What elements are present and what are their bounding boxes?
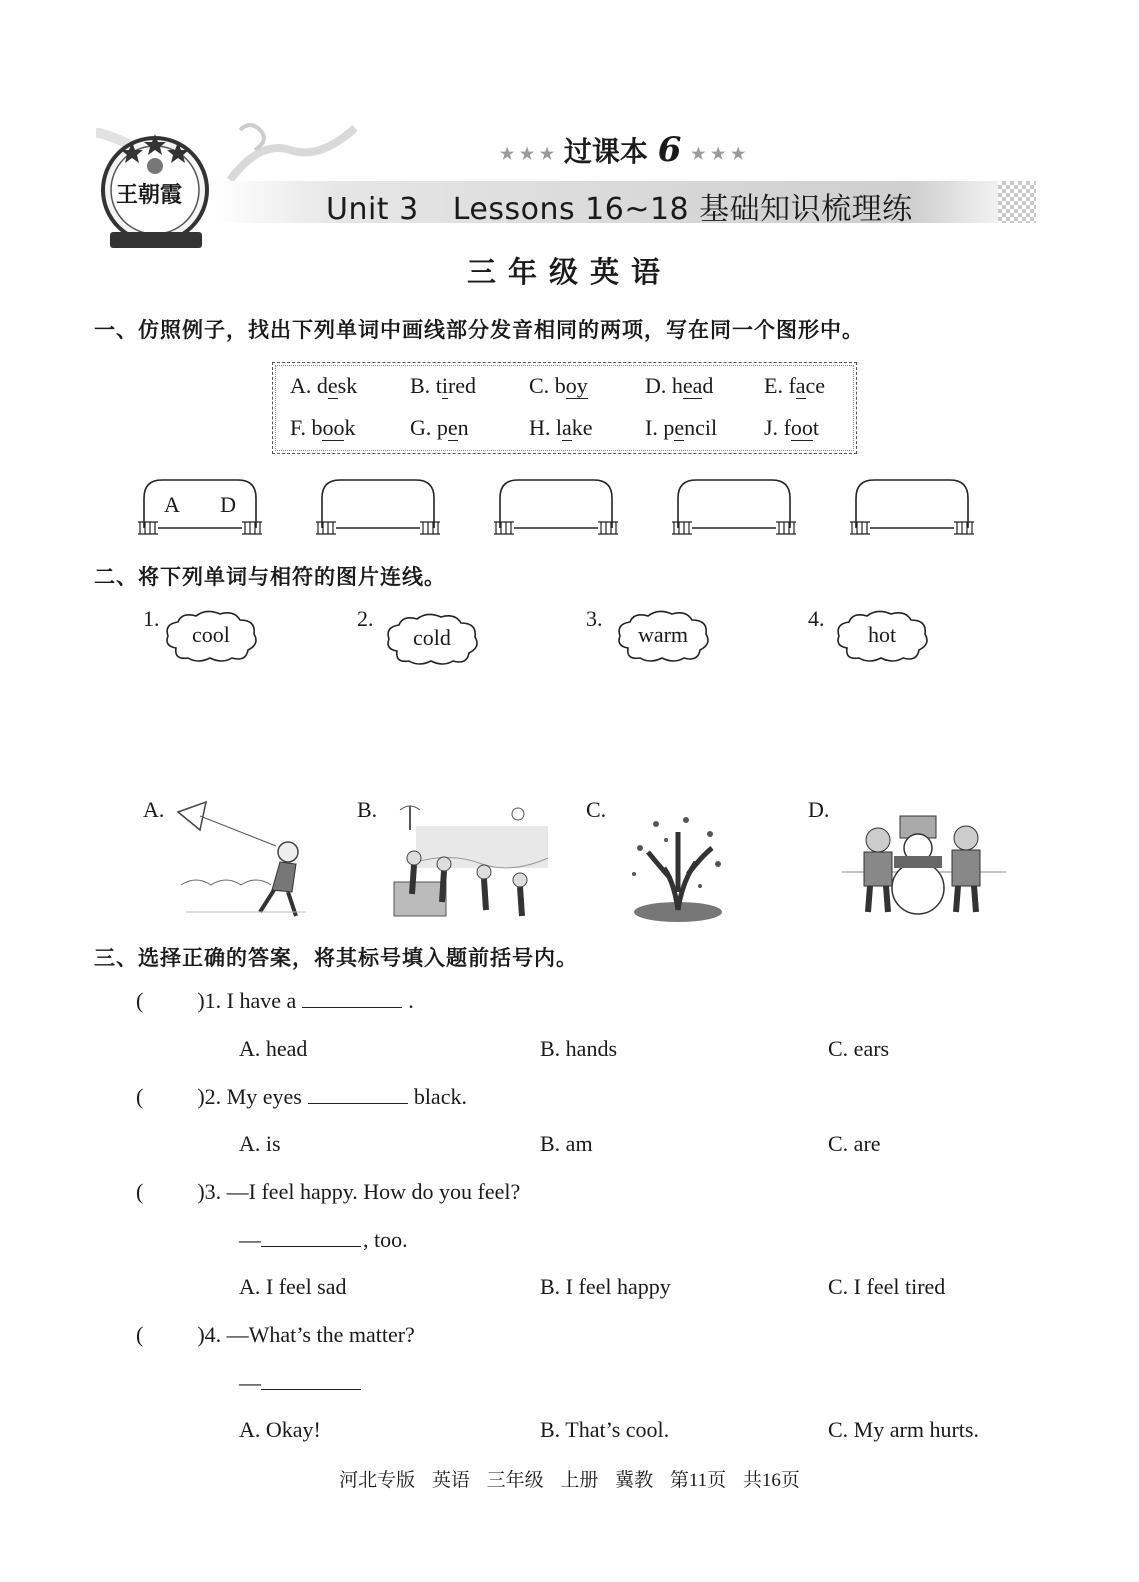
cloud-shape[interactable] xyxy=(162,608,260,664)
cloud-shape[interactable] xyxy=(833,608,931,664)
series-number: 6 xyxy=(657,130,682,170)
question-1 xyxy=(136,988,414,1014)
answer-paren-close: ) xyxy=(197,988,205,1013)
question-4 xyxy=(136,1322,415,1348)
question-2 xyxy=(136,1084,467,1110)
answer-blank xyxy=(302,989,402,1008)
star-icon: ★ ★ ★ xyxy=(500,144,555,163)
brand-logo xyxy=(96,128,214,254)
reply-dash: — xyxy=(239,1227,261,1252)
option-b: B. am xyxy=(540,1131,593,1156)
underlined-letters: oo xyxy=(322,415,345,440)
option-c: C. ears xyxy=(828,1036,890,1061)
question-number: 3. xyxy=(204,1179,222,1204)
option-c: C. are xyxy=(828,1131,881,1156)
answer-blank xyxy=(261,1371,361,1390)
answer-paren-open[interactable]: ( xyxy=(136,988,144,1013)
underlined-letters: a xyxy=(795,373,806,398)
underlined-letters: oo xyxy=(790,415,813,440)
cloud-word: warm xyxy=(637,622,689,647)
lessons-label: Lessons 16~18 基础知识梳理练 xyxy=(452,192,913,227)
kite-boy-picture xyxy=(176,800,310,920)
section3-heading: 三、选择正确的答案，将其标号填入题前括号内。 xyxy=(94,946,578,970)
children-beach-picture xyxy=(392,802,554,924)
word-option: C. boy xyxy=(529,373,588,398)
question-text: I have a xyxy=(226,988,297,1013)
answer-blank xyxy=(261,1228,361,1247)
ribbon-decoration xyxy=(220,120,360,190)
cloud-number: 2. xyxy=(357,606,374,631)
answer-paren-close: ) xyxy=(197,1084,205,1109)
reply-text: , too. xyxy=(363,1227,408,1252)
word-option: E. face xyxy=(764,373,826,398)
question-end: black. xyxy=(413,1084,467,1109)
cloud-number: 1. xyxy=(143,606,160,631)
answer-paren-open[interactable]: ( xyxy=(136,1084,144,1109)
cloud-word: hot xyxy=(867,622,897,647)
option-c: C. I feel tired xyxy=(828,1274,946,1299)
cloud-shape[interactable] xyxy=(614,608,712,664)
option-b: B. hands xyxy=(540,1036,617,1061)
answer-arch[interactable] xyxy=(494,476,618,536)
example-answer: A D xyxy=(164,492,255,517)
word-option: D. head xyxy=(645,373,714,398)
question-text: —What’s the matter? xyxy=(226,1322,415,1347)
underlined-letters: a xyxy=(562,415,572,440)
checker-decoration xyxy=(998,181,1036,223)
option-a: A. I feel sad xyxy=(239,1274,347,1299)
underlined-letters: e xyxy=(674,415,685,440)
cloud-number: 4. xyxy=(808,606,825,631)
series-label: 过课本 xyxy=(563,135,648,168)
word-option: G. pen xyxy=(410,415,469,440)
answer-arch[interactable] xyxy=(850,476,974,536)
cloud-word: cold xyxy=(413,625,451,650)
answer-arch[interactable] xyxy=(138,476,262,536)
reply-line-4 xyxy=(239,1370,363,1396)
unit-title xyxy=(326,184,913,228)
word-option: A. desk xyxy=(290,373,358,398)
page-footer: 河北专版 英语 三年级 上册 冀教 第11页 共16页 xyxy=(339,1470,800,1491)
logo-text: 王朝霞 xyxy=(116,182,183,208)
option-b: B. I feel happy xyxy=(540,1274,671,1299)
option-a: A. Okay! xyxy=(239,1417,321,1442)
picture-label-c: C. xyxy=(586,797,607,822)
question-end: . xyxy=(408,988,414,1013)
section2-heading: 二、将下列单词与相符的图片连线。 xyxy=(94,565,446,589)
picture-label-d: D. xyxy=(808,797,830,822)
autumn-tree-picture xyxy=(626,812,730,922)
underlined-letters: i xyxy=(441,373,448,398)
reply-line-3 xyxy=(239,1227,408,1253)
answer-paren-open[interactable]: ( xyxy=(136,1179,144,1204)
question-text: My eyes xyxy=(226,1084,302,1109)
section1-heading: 一、仿照例子，找出下列单词中画线部分发音相同的两项，写在同一个图形中。 xyxy=(94,318,864,342)
question-text: —I feel happy. How do you feel? xyxy=(226,1179,521,1204)
underlined-letters: e xyxy=(327,373,338,398)
unit-label: Unit 3 xyxy=(326,192,419,227)
reply-dash: — xyxy=(239,1370,261,1395)
page-title: 三年级英语 xyxy=(466,255,672,289)
question-number: 2. xyxy=(204,1084,222,1109)
snowman-children-picture xyxy=(842,808,1006,920)
word-option: B. tired xyxy=(410,373,477,398)
star-icon: ★ ★ ★ xyxy=(691,144,746,163)
word-option: J. foot xyxy=(764,415,820,440)
question-number: 4. xyxy=(204,1322,222,1347)
question-3 xyxy=(136,1179,520,1205)
cloud-shape[interactable] xyxy=(383,611,481,667)
answer-paren-close: ) xyxy=(197,1179,205,1204)
word-option: I. pencil xyxy=(645,415,718,440)
option-b: B. That’s cool. xyxy=(540,1417,670,1442)
answer-blank xyxy=(308,1085,408,1104)
option-a: A. head xyxy=(239,1036,308,1061)
answer-paren-close: ) xyxy=(197,1322,205,1347)
answer-arch[interactable] xyxy=(316,476,440,536)
underlined-letters: oy xyxy=(565,373,588,398)
option-a: A. is xyxy=(239,1131,281,1156)
cloud-number: 3. xyxy=(586,606,603,631)
word-option: F. book xyxy=(290,415,356,440)
answer-paren-open[interactable]: ( xyxy=(136,1322,144,1347)
question-number: 1. xyxy=(204,988,222,1013)
picture-label-a: A. xyxy=(143,797,165,822)
cloud-word: cool xyxy=(192,622,230,647)
option-c: C. My arm hurts. xyxy=(828,1417,979,1442)
word-option: H. lake xyxy=(529,415,593,440)
series-heading xyxy=(500,130,745,170)
underlined-letters: e xyxy=(447,415,458,440)
answer-arch[interactable] xyxy=(672,476,796,536)
picture-label-b: B. xyxy=(357,797,378,822)
underlined-letters: ea xyxy=(682,373,703,398)
